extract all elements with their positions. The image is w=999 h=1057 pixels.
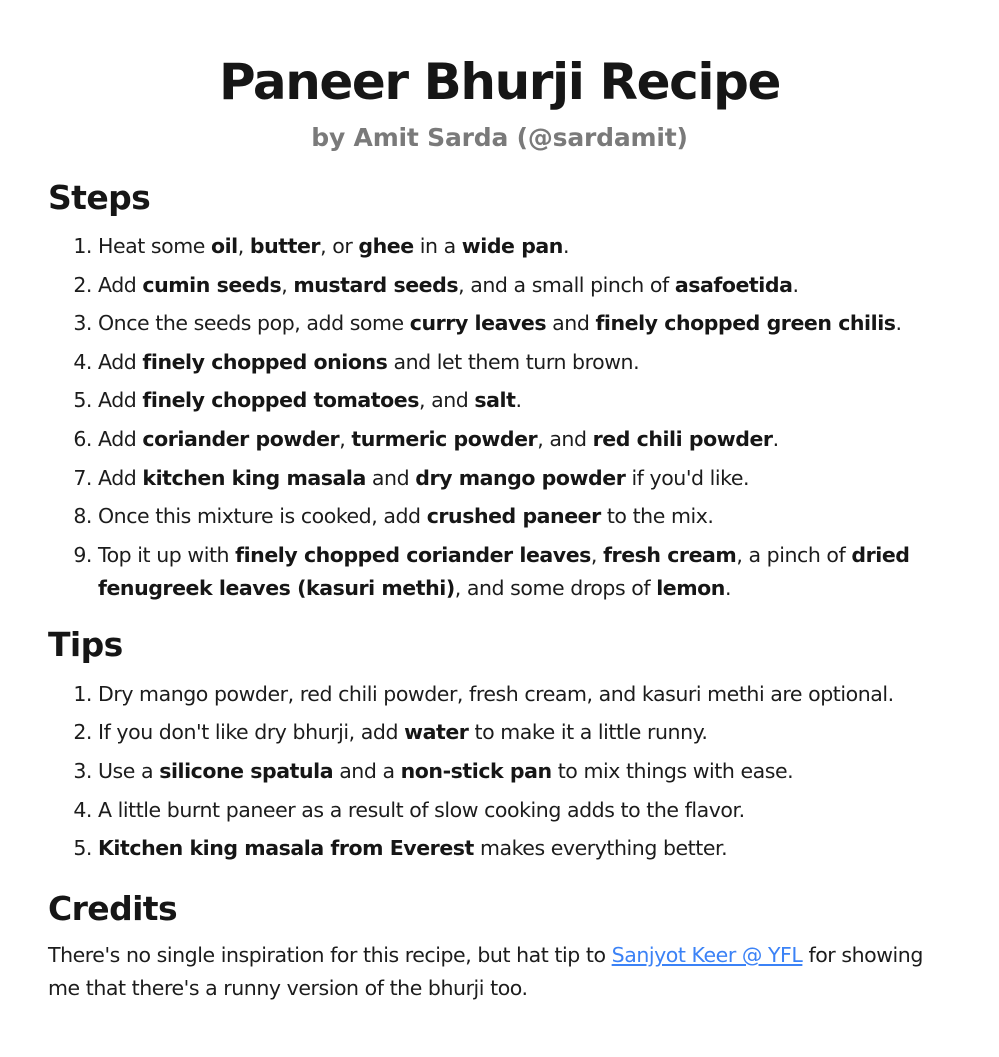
text-run: makes everything better. xyxy=(473,836,728,861)
bold-term: silicone spatula xyxy=(159,758,334,783)
bold-term: salt xyxy=(474,388,516,413)
bold-term: red chili powder xyxy=(592,426,773,451)
step-item xyxy=(98,269,951,302)
text-run: , xyxy=(339,426,352,451)
bold-term: finely chopped green chilis xyxy=(595,311,896,336)
text-run: Add xyxy=(98,426,143,451)
step-item xyxy=(98,423,951,456)
text-run: Once this mixture is cooked, add xyxy=(98,504,427,529)
step-item xyxy=(98,462,951,495)
text-run: Add xyxy=(98,465,143,490)
text-run: if you'd like. xyxy=(625,465,750,490)
text-run: and xyxy=(365,465,416,490)
text-run: to mix things with ease. xyxy=(551,758,794,783)
text-run: , and a small pinch of xyxy=(458,272,675,297)
text-run: to make it a little runny. xyxy=(468,720,708,745)
text-run: Top it up with xyxy=(98,542,236,567)
text-run: . xyxy=(562,234,570,258)
text-run: in a xyxy=(413,234,462,258)
bold-term: ghee xyxy=(358,234,414,258)
text-run: Once the seeds pop, add some xyxy=(98,311,410,336)
bold-term: asafoetida xyxy=(674,272,793,297)
bold-term: wide pan xyxy=(461,234,563,258)
bold-term: finely chopped onions xyxy=(142,349,388,374)
text-run: , and xyxy=(419,388,475,413)
text-run: Add xyxy=(98,388,143,413)
text-run: , and some drops of xyxy=(454,575,657,600)
credits-section xyxy=(48,887,951,1005)
tip-item xyxy=(98,678,951,711)
step-item xyxy=(98,307,951,340)
bold-term: Kitchen king masala from Everest xyxy=(98,836,474,861)
text-run: . xyxy=(772,426,779,451)
bold-term: coriander powder xyxy=(142,426,340,451)
bold-term: oil xyxy=(210,234,238,258)
bold-term: mustard seeds xyxy=(293,272,459,297)
step-item xyxy=(98,500,951,533)
text-run: , or xyxy=(320,234,359,258)
text-run: . xyxy=(895,311,902,336)
credits-heading: Credits xyxy=(48,889,178,929)
text-run: Add xyxy=(98,272,143,297)
text-run: Dry mango powder, red chili powder, fresh cream, and kasuri methi are optional. xyxy=(98,681,894,706)
step-item xyxy=(98,384,951,417)
author-byline: by Amit Sarda (@sardamit) xyxy=(311,123,688,152)
text-run: Use a xyxy=(98,758,160,783)
text-run: Heat some xyxy=(98,234,211,258)
credit-link[interactable]: Sanjyot Keer @ YFL xyxy=(611,943,803,968)
text-run: to the mix. xyxy=(600,504,714,529)
tip-item xyxy=(98,716,951,749)
text-run: , and xyxy=(537,426,593,451)
tips-heading: Tips xyxy=(48,624,123,664)
credits-paragraph xyxy=(48,939,951,1005)
text-run: , xyxy=(281,272,294,297)
text-run: and xyxy=(546,311,596,336)
text-run: , a pinch of xyxy=(736,542,852,567)
step-item xyxy=(98,346,951,379)
tip-item xyxy=(98,794,951,827)
bold-term: fresh cream xyxy=(603,542,737,567)
text-run: , xyxy=(590,542,604,567)
text-run: , xyxy=(237,234,250,258)
page-title: Paneer Bhurji Recipe xyxy=(218,53,781,111)
text-run: If you don't like dry bhurji, add xyxy=(98,720,405,745)
bold-term: dried fenugreek leaves (kasuri methi) xyxy=(98,542,910,600)
bold-term: finely chopped tomatoes xyxy=(142,388,419,413)
step-item xyxy=(98,230,951,263)
bold-term: curry leaves xyxy=(409,311,547,336)
tip-item xyxy=(98,755,951,788)
text-run: and a xyxy=(333,758,401,783)
text-run: . xyxy=(792,272,799,297)
step-item xyxy=(98,539,951,605)
text-run: . xyxy=(515,388,522,413)
bold-term: dry mango powder xyxy=(415,465,626,490)
bold-term: turmeric powder xyxy=(351,426,538,451)
text-run: . xyxy=(724,575,732,600)
steps-heading: Steps xyxy=(48,178,151,217)
bold-term: cumin seeds xyxy=(142,272,282,297)
tips-section xyxy=(48,623,951,865)
bold-term: lemon xyxy=(656,575,725,600)
steps-list xyxy=(48,230,951,605)
bold-term: kitchen king masala xyxy=(142,465,366,490)
text-run: Add xyxy=(98,349,143,374)
steps-section xyxy=(48,176,951,605)
bold-term: non-stick pan xyxy=(400,758,552,783)
tip-item xyxy=(98,832,951,865)
bold-term: water xyxy=(404,720,469,745)
text-run: and let them turn brown. xyxy=(387,349,640,374)
bold-term: butter xyxy=(249,234,321,258)
bold-term: crushed paneer xyxy=(426,504,601,529)
bold-term: finely chopped coriander leaves xyxy=(235,542,591,567)
credits-text-after: for showing me that there's a runny version of the bhurji too. xyxy=(48,943,923,1001)
tips-list xyxy=(48,678,951,865)
text-run: A little burnt paneer as a result of slow cooking adds to the flavor. xyxy=(98,797,745,822)
credits-text-before: There's no single inspiration for this recipe, but hat tip to xyxy=(48,943,612,968)
